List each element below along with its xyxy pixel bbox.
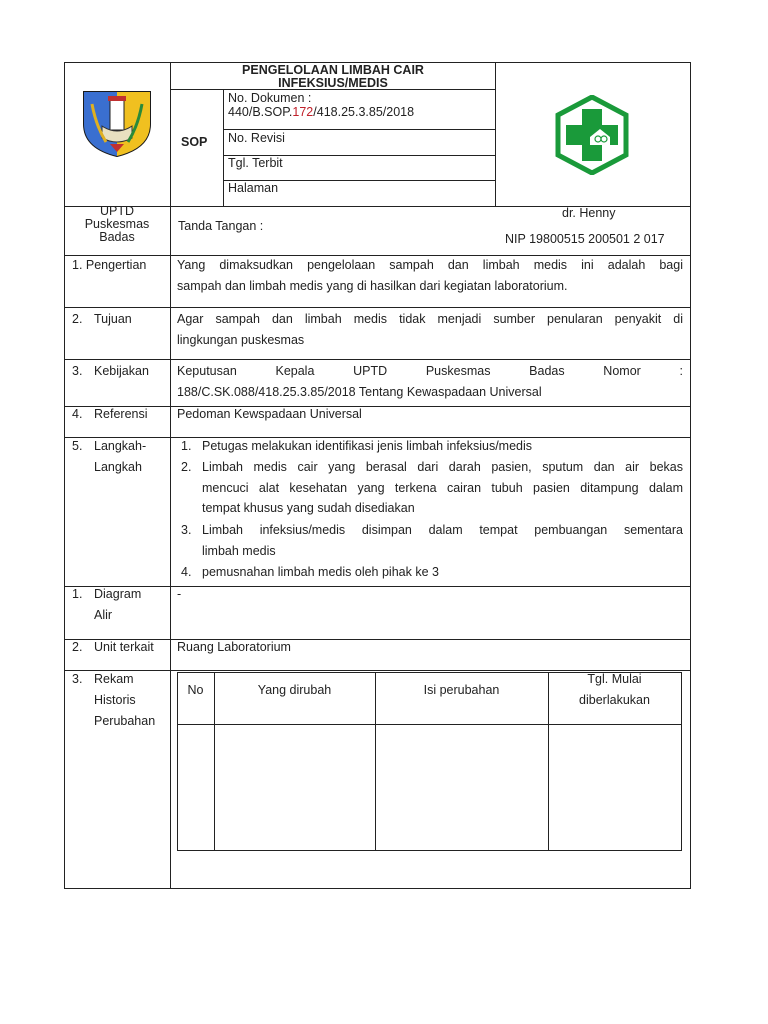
pengertian-line-2: sampah dan limbah medis yang di hasilkan dari kegiatan laboratorium.	[177, 279, 568, 293]
step-3-num: 3.	[181, 523, 192, 537]
title-line-2: INFEKSIUS/MEDIS	[278, 76, 388, 90]
emblem-icon	[80, 86, 154, 158]
referensi-label: Referensi	[94, 407, 148, 421]
rekam-label-3: Perubahan	[94, 714, 156, 728]
unit-num: 2.	[72, 640, 83, 654]
step-2-num: 2.	[181, 460, 192, 474]
unit-label: Unit terkait	[94, 640, 154, 654]
step-2-line-1: Limbah medis cair yang berasal dari darah pasien, sputum dan air bekas	[202, 460, 683, 474]
org-line-2: Puskesmas	[84, 217, 150, 231]
rekam-num: 3.	[72, 672, 83, 686]
tgl-terbit-label: Tgl. Terbit	[228, 156, 283, 170]
rekam-label-1: Rekam	[94, 672, 134, 686]
tujuan-num: 2.	[72, 312, 83, 326]
header-no: No	[187, 683, 204, 697]
header-diberlakukan: diberlakukan	[579, 693, 650, 707]
no-dokumen-label: No. Dokumen :	[228, 91, 312, 105]
tujuan-line-2: lingkungan puskesmas	[177, 333, 305, 347]
no-dokumen-value: 440/B.SOP.172/418.25.3.85/2018	[228, 105, 415, 119]
header-isi-perubahan: Isi perubahan	[423, 683, 500, 697]
sop-label: SOP	[181, 135, 208, 149]
referensi-num: 4.	[72, 407, 83, 421]
pengertian-label: 1. Pengertian	[72, 258, 147, 272]
tujuan-line-1: Agar sampah dan limbah medis tidak menjadi sumber penularan penyakit di	[177, 312, 683, 326]
diagram-label-2: Alir	[94, 608, 113, 622]
diagram-num: 1.	[72, 587, 83, 601]
org-line-1: UPTD	[99, 204, 135, 218]
health-logo	[552, 95, 632, 175]
step-4-text: pemusnahan limbah medis oleh pihak ke 3	[202, 565, 439, 579]
tujuan-label: Tujuan	[94, 312, 132, 326]
kebijakan-label: Kebijakan	[94, 364, 149, 378]
pengertian-line-1: Yang dimaksudkan pengelolaan sampah dan limbah medis ini adalah bagi	[177, 258, 683, 272]
unit-text: Ruang Laboratorium	[177, 640, 291, 654]
step-2-line-3: tempat khusus yang sudah disediakan	[202, 501, 415, 515]
org-line-3: Badas	[99, 230, 135, 244]
title-line-1: PENGELOLAAN LIMBAH CAIR	[242, 63, 424, 77]
rekam-label-2: Historis	[94, 693, 136, 707]
signer-name: dr. Henny	[562, 206, 616, 220]
kebijakan-line-2: 188/C.SK.088/418.25.3.85/2018 Tentang Kewaspadaan Universal	[177, 385, 542, 399]
no-dokumen-cell	[228, 91, 414, 119]
step-3-line-1: Limbah infeksius/medis disimpan dalam tempat pembuangan sementara	[202, 523, 683, 537]
no-dokumen-number: 172	[292, 105, 314, 119]
regional-emblem	[80, 86, 154, 158]
halaman-label: Halaman	[228, 181, 279, 195]
step-2-line-2: mencuci alat kesehatan yang terkena cairan tubuh pasien ditampung dalam	[202, 481, 683, 495]
diagram-text: -	[177, 587, 182, 601]
header-tgl-mulai: Tgl. Mulai	[587, 672, 642, 686]
tanda-tangan-label: Tanda Tangan :	[178, 219, 264, 233]
signer-nip: NIP 19800515 200501 2 017	[505, 232, 665, 246]
kebijakan-num: 3.	[72, 364, 83, 378]
referensi-text: Pedoman Kewspadaan Universal	[177, 407, 362, 421]
step-1-num: 1.	[181, 439, 192, 453]
kebijakan-line-1: Keputusan Kepala UPTD Puskesmas Badas Nomor :	[177, 364, 683, 378]
no-revisi-label: No. Revisi	[228, 131, 285, 145]
step-4-num: 4.	[181, 565, 192, 579]
organization-name	[64, 205, 170, 244]
puskesmas-cross-icon	[552, 95, 632, 175]
step-1-text: Petugas melakukan identifikasi jenis limbah infeksius/medis	[202, 439, 533, 453]
header-yang-dirubah: Yang dirubah	[257, 683, 332, 697]
langkah-label-1: Langkah-	[94, 439, 147, 453]
diagram-label-1: Diagram	[94, 587, 142, 601]
langkah-label-2: Langkah	[94, 460, 142, 474]
document-title	[170, 64, 496, 90]
step-3-line-2: limbah medis	[202, 544, 276, 558]
langkah-num: 5.	[72, 439, 83, 453]
